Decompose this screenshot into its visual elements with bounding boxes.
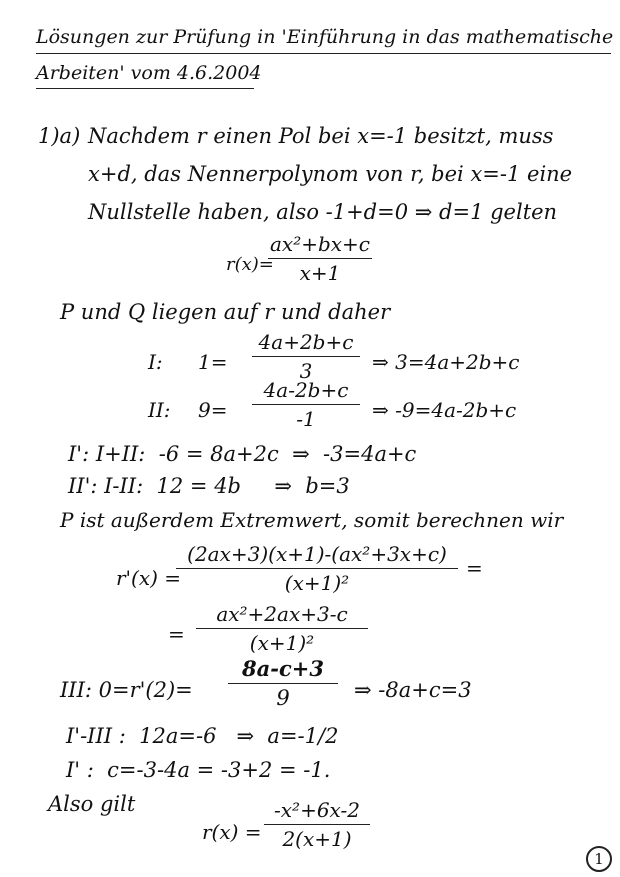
eq1-denominator: 3	[299, 359, 313, 383]
fraction-bar	[252, 356, 360, 357]
fraction-bar	[252, 404, 360, 405]
title-underline-2	[36, 88, 254, 89]
text-line-1: Nachdem r einen Pol bei x=-1 besitzt, muss	[88, 124, 554, 148]
eq3-line: I': I+II: -6 = 8a+2c ⇒ -3=4a+c	[68, 442, 417, 466]
derivative-denominator-2: (x+1)²	[249, 631, 315, 655]
fraction-bar	[228, 683, 338, 684]
title-underline-1	[36, 53, 611, 54]
eq5-fraction	[228, 656, 338, 710]
derivative-numerator-1: (2ax+3)(x+1)-(ax²+3x+c)	[187, 542, 447, 566]
title-line-2: Arbeiten' vom 4.6.2004	[36, 62, 262, 84]
eq5-rhs: ⇒ -8a+c=3	[354, 678, 472, 702]
title-line-1: Lösungen zur Prüfung in 'Einführung in das mathematische	[36, 26, 614, 48]
eq2-numerator: 4a-2b+c	[263, 378, 349, 402]
derivative-fraction-1	[176, 542, 458, 595]
eq1-lhs: 1=	[198, 350, 228, 374]
fraction-bar	[176, 568, 458, 569]
equals-sign: =	[466, 556, 483, 580]
eq6-line: I'-III : 12a=-6 ⇒ a=-1/2	[66, 724, 339, 748]
equals-sign: =	[168, 622, 185, 646]
page-number: 1	[586, 846, 612, 872]
eq2-rhs: ⇒ -9=4a-2b+c	[372, 398, 517, 422]
text-line-6: Also gilt	[48, 792, 136, 816]
derivative-denominator-1: (x+1)²	[284, 571, 350, 595]
text-line-2: x+d, das Nennerpolynom von r, bei x=-1 eine	[88, 162, 573, 186]
eq5-lhs: III: 0=r'(2)=	[60, 678, 193, 702]
eq1-label: I:	[148, 350, 163, 374]
eq7-line: I' : c=-3-4a = -3+2 = -1.	[66, 758, 331, 782]
fraction-bar	[196, 628, 368, 629]
eq1-fraction	[252, 330, 360, 383]
solution-label: 1)a)	[38, 124, 81, 148]
final-lhs: r(x) =	[202, 820, 262, 844]
final-denominator: 2(x+1)	[282, 827, 352, 851]
eq4-line: II': I-II: 12 = 4b ⇒ b=3	[68, 474, 350, 498]
derivative-lhs: r'(x) =	[116, 566, 182, 590]
r-definition-fraction	[268, 232, 372, 285]
r-numerator: ax²+bx+c	[269, 232, 371, 256]
derivative-numerator-2: ax²+2ax+3-c	[216, 602, 348, 626]
eq2-denominator: -1	[296, 407, 316, 431]
eq2-label: II:	[148, 398, 171, 422]
final-numerator: -x²+6x-2	[274, 798, 360, 822]
eq5-denominator: 9	[276, 686, 290, 710]
fraction-bar	[268, 258, 372, 259]
r-definition-lhs: r(x)=	[226, 254, 274, 275]
derivative-fraction-2	[196, 602, 368, 655]
final-fraction	[264, 798, 370, 851]
r-denominator: x+1	[299, 261, 341, 285]
eq1-numerator: 4a+2b+c	[258, 330, 354, 354]
eq5-numerator: 8a-c+3	[242, 656, 324, 681]
eq1-rhs: ⇒ 3=4a+2b+c	[372, 350, 520, 374]
fraction-bar	[264, 824, 370, 825]
text-line-4: P und Q liegen auf r und daher	[60, 300, 391, 324]
eq2-fraction	[252, 378, 360, 431]
text-line-3: Nullstelle haben, also -1+d=0 ⇒ d=1 gelten	[88, 200, 558, 224]
text-line-5: P ist außerdem Extremwert, somit berechnen wir	[60, 508, 564, 532]
eq2-lhs: 9=	[198, 398, 228, 422]
